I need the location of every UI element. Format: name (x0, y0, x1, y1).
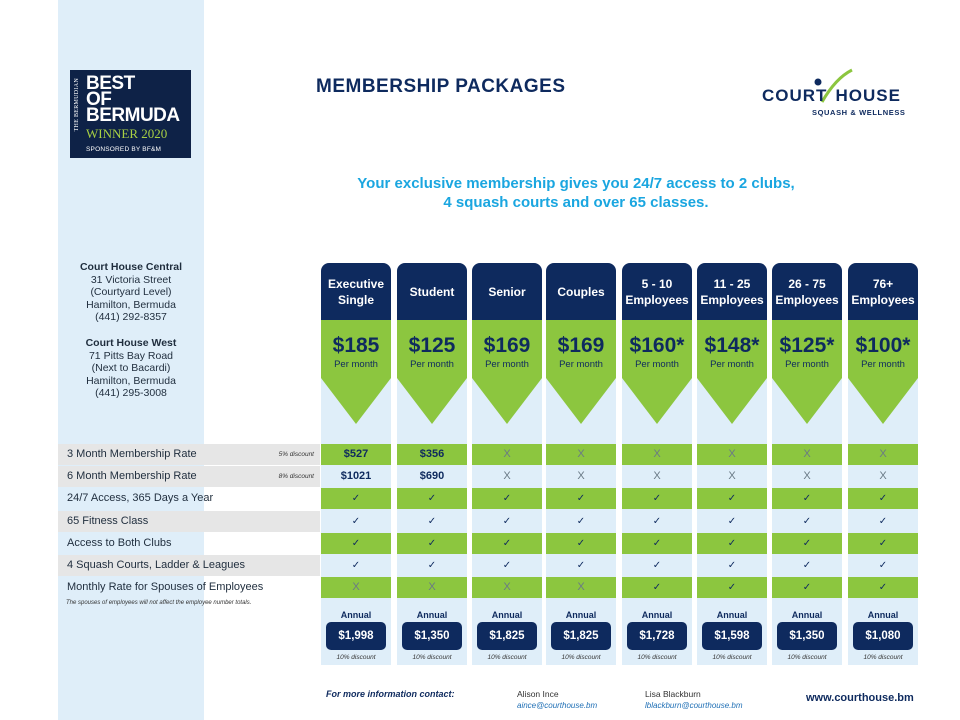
package-name-line: Student (409, 284, 455, 299)
location-line: Hamilton, Bermuda (86, 298, 176, 311)
check-icon: ✓ (652, 516, 662, 527)
feature-label: 3 Month Membership Rate (67, 448, 197, 460)
cross-icon: X (472, 577, 542, 598)
annual-label: Annual (491, 610, 523, 620)
page-title: MEMBERSHIP PACKAGES (316, 76, 566, 97)
check-icon: ✓ (622, 488, 692, 509)
check-icon: ✓ (802, 516, 812, 527)
check-icon: ✓ (472, 488, 542, 509)
cross-icon: X (728, 470, 736, 482)
feature-row-label (58, 488, 320, 509)
check-icon: ✓ (397, 533, 467, 554)
check-icon: ✓ (502, 516, 512, 527)
package-name-line: 26 - 75 (788, 276, 826, 291)
package-name (321, 263, 391, 320)
location-phone: (441) 292-8357 (95, 311, 167, 323)
feature-row-label (58, 466, 320, 487)
per-month-label: Per month (559, 359, 603, 370)
annual-label: Annual (565, 610, 597, 620)
feature-row-label (58, 533, 320, 554)
cross-icon: X (803, 470, 811, 482)
annual-price-button[interactable]: $1,350 (777, 622, 837, 650)
cross-icon: X (622, 444, 692, 465)
feature-discount: 8% discount (278, 473, 314, 480)
court-house-logo (760, 68, 910, 122)
check-icon: ✓ (351, 560, 361, 571)
feature-label: 65 Fitness Class (67, 515, 149, 527)
tagline (316, 174, 836, 212)
check-icon: ✓ (502, 560, 512, 571)
package-name (546, 263, 616, 320)
annual-price-button[interactable]: $1,825 (551, 622, 611, 650)
annual-discount: 10% discount (787, 654, 827, 661)
feature-label: 4 Squash Courts, Ladder & Leagues (67, 559, 245, 571)
annual-price-button[interactable]: $1,598 (702, 622, 762, 650)
check-icon: ✓ (878, 516, 888, 527)
contact-name: Lisa Blackburn (645, 689, 701, 699)
feature-label: 6 Month Membership Rate (67, 470, 197, 482)
per-month-label: Per month (410, 359, 454, 370)
annual-discount: 10% discount (561, 654, 601, 661)
badge-line-bermuda: BERMUDA (86, 105, 180, 126)
check-icon: ✓ (848, 533, 918, 554)
check-icon: ✓ (727, 516, 737, 527)
feature-discount: 5% discount (278, 451, 314, 458)
contact-alison (517, 689, 597, 711)
feature-row-label (58, 511, 320, 532)
annual-price-button[interactable]: $1,080 (853, 622, 913, 650)
check-icon: ✓ (878, 560, 888, 571)
monthly-price: $125* (779, 334, 835, 357)
check-icon: ✓ (622, 577, 692, 598)
monthly-price: $125 (408, 334, 456, 357)
annual-discount: 10% discount (637, 654, 677, 661)
contact-email-link[interactable]: lblackburn@courthouse.bm (645, 701, 743, 710)
check-icon: ✓ (848, 577, 918, 598)
check-icon: ✓ (427, 516, 437, 527)
check-icon: ✓ (576, 560, 586, 571)
location-name: Court House Central (79, 261, 183, 273)
check-icon: ✓ (772, 533, 842, 554)
feature-value: $356 (397, 444, 467, 465)
check-icon: ✓ (397, 488, 467, 509)
per-month-label: Per month (635, 359, 679, 370)
check-icon: ✓ (697, 577, 767, 598)
cross-icon: X (697, 444, 767, 465)
contact-name: Alison Ince (517, 689, 559, 699)
feature-row-label (58, 444, 320, 465)
best-of-bermuda-badge (70, 70, 191, 158)
spouse-note: The spouses of employees will not affect the employee number totals. (66, 600, 252, 606)
cross-icon: X (546, 577, 616, 598)
package-name-line: 11 - 25 (713, 276, 751, 291)
package-name-line: Couples (557, 284, 605, 299)
annual-label: Annual (340, 610, 372, 620)
package-name-line: Employees (700, 292, 764, 307)
annual-label: Annual (716, 610, 748, 620)
package-name-line: Employees (851, 292, 915, 307)
package-name-line: Employees (625, 292, 689, 307)
monthly-price: $169 (483, 334, 531, 357)
package-name-line: 5 - 10 (641, 276, 673, 291)
cross-icon: X (577, 470, 585, 482)
location-line: 31 Victoria Street (90, 273, 172, 286)
contact-label: For more information contact: (326, 689, 455, 699)
package-name-line: Senior (488, 284, 526, 299)
check-icon: ✓ (697, 488, 767, 509)
per-month-label: Per month (785, 359, 829, 370)
monthly-price: $148* (704, 334, 760, 357)
check-icon: ✓ (802, 560, 812, 571)
location-west (58, 337, 204, 400)
badge-winner: WINNER 2020 (86, 126, 168, 141)
annual-label: Annual (867, 610, 899, 620)
per-month-label: Per month (861, 359, 905, 370)
check-icon: ✓ (472, 533, 542, 554)
package-name-line: Employees (775, 292, 839, 307)
annual-discount: 10% discount (412, 654, 452, 661)
per-month-label: Per month (710, 359, 754, 370)
cross-icon: X (848, 444, 918, 465)
annual-discount: 10% discount (487, 654, 527, 661)
package-name (472, 263, 542, 320)
cross-icon: X (546, 444, 616, 465)
tagline-line: 4 squash courts and over 65 classes. (443, 194, 709, 211)
feature-value: $1021 (340, 470, 372, 482)
package-name (622, 263, 692, 320)
badge-line-best: BEST (86, 73, 135, 94)
location-line: Hamilton, Bermuda (86, 374, 176, 387)
check-icon: ✓ (727, 560, 737, 571)
package-name (848, 263, 918, 320)
cross-icon: X (503, 470, 511, 482)
cross-icon: X (321, 577, 391, 598)
check-icon: ✓ (546, 488, 616, 509)
cross-icon: X (653, 470, 661, 482)
annual-price-button[interactable]: $1,825 (477, 622, 537, 650)
cross-icon: X (879, 470, 887, 482)
location-phone: (441) 295-3008 (95, 387, 167, 399)
annual-price-button[interactable]: $1,728 (627, 622, 687, 650)
feature-value: $527 (321, 444, 391, 465)
feature-label: Access to Both Clubs (67, 537, 172, 549)
annual-label: Annual (416, 610, 448, 620)
logo-wordmark: COURT HOUSE (762, 86, 901, 105)
badge-line-of: OF (86, 89, 112, 110)
cross-icon: X (397, 577, 467, 598)
feature-row-label (58, 555, 320, 576)
annual-discount: 10% discount (863, 654, 903, 661)
monthly-price: $100* (855, 334, 911, 357)
check-icon: ✓ (321, 488, 391, 509)
annual-discount: 10% discount (712, 654, 752, 661)
annual-label: Annual (641, 610, 673, 620)
check-icon: ✓ (546, 533, 616, 554)
cross-icon: X (472, 444, 542, 465)
badge-vertical-text: THE BERMUDIAN (74, 78, 80, 132)
location-line: 71 Pitts Bay Road (88, 349, 174, 362)
contact-lisa (645, 689, 743, 711)
per-month-label: Per month (485, 359, 529, 370)
monthly-price: $169 (557, 334, 605, 357)
check-icon: ✓ (697, 533, 767, 554)
check-icon: ✓ (321, 533, 391, 554)
feature-label: 24/7 Access, 365 Days a Year (67, 492, 214, 504)
logo-subtitle: SQUASH & WELLNESS (812, 108, 906, 117)
feature-label: Monthly Rate for Spouses of Employees (67, 581, 264, 593)
annual-price-button[interactable]: $1,998 (326, 622, 386, 650)
package-name-line: Executive (327, 276, 385, 291)
check-icon: ✓ (622, 533, 692, 554)
monthly-price: $185 (332, 334, 380, 357)
check-icon: ✓ (772, 577, 842, 598)
check-icon: ✓ (351, 516, 361, 527)
website-link[interactable]: www.courthouse.bm (806, 692, 914, 704)
feature-value: $690 (419, 470, 445, 482)
annual-price-button[interactable]: $1,350 (402, 622, 462, 650)
annual-discount: 10% discount (336, 654, 376, 661)
check-icon: ✓ (427, 560, 437, 571)
check-icon: ✓ (772, 488, 842, 509)
monthly-price: $160* (629, 334, 685, 357)
check-icon: ✓ (576, 516, 586, 527)
package-name (772, 263, 842, 320)
package-name-line: Single (337, 292, 374, 307)
contact-email-link[interactable]: aince@courthouse.bm (517, 701, 598, 710)
package-name (697, 263, 767, 320)
feature-row-label (58, 577, 320, 598)
location-line: (Courtyard Level) (90, 286, 172, 298)
package-name (397, 263, 467, 320)
check-icon: ✓ (652, 560, 662, 571)
per-month-label: Per month (334, 359, 378, 370)
location-line: (Next to Bacardi) (91, 362, 171, 374)
tagline-line: Your exclusive membership gives you 24/7 access to 2 clubs, (357, 175, 795, 192)
badge-sponsor: SPONSORED BY BF&M (86, 146, 162, 153)
annual-label: Annual (791, 610, 823, 620)
check-icon: ✓ (848, 488, 918, 509)
location-name: Court House West (85, 337, 177, 349)
location-central (58, 261, 204, 324)
cross-icon: X (772, 444, 842, 465)
package-name-line: 76+ (872, 276, 894, 291)
